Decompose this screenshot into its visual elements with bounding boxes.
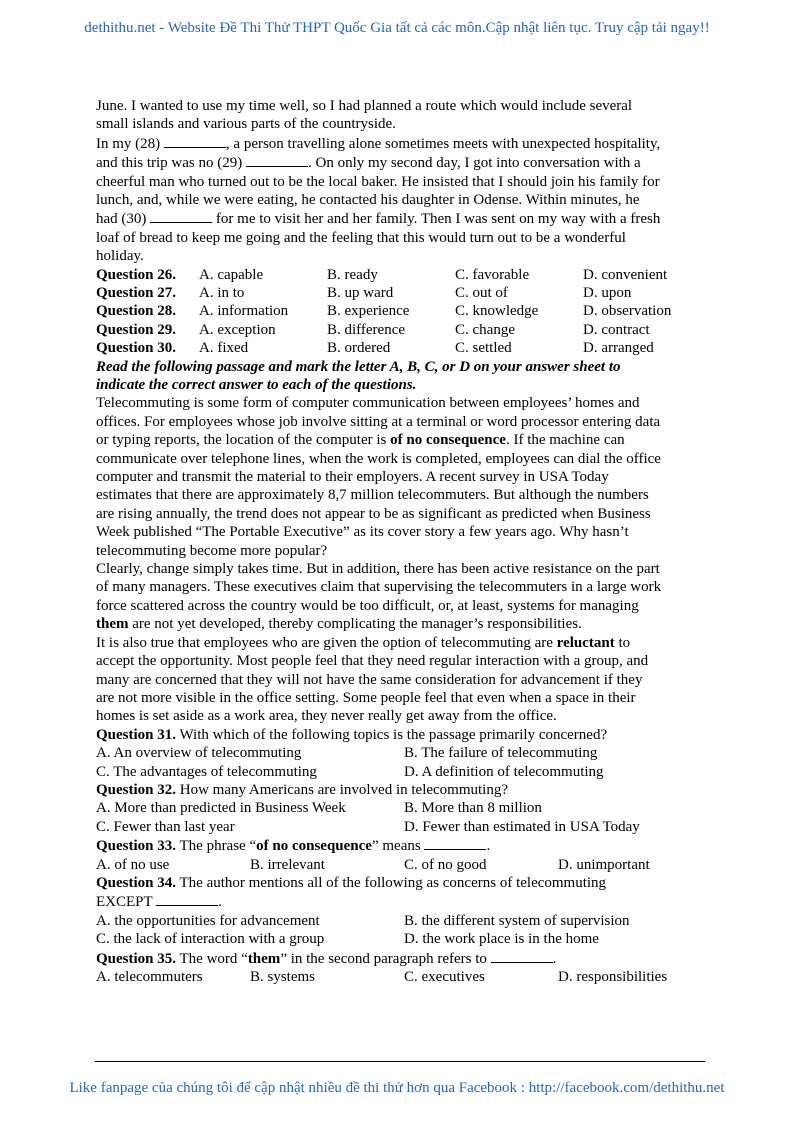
question-34: Question 34. The author mentions all of the following as concerns of telecommuting [96,874,607,891]
site-header-link[interactable]: dethithu.net - Website Đề Thi Thử THPT Quốc Gia tất cả các môn.Cập nhật liên tục. Truy cập tải ngay!! [84,20,710,36]
passage-line: In my (28) , a person travelling alone sometimes meets with unexpected hospitality, [96,135,661,152]
option-d: D. arranged [583,340,654,357]
option-c: C. the lack of interaction with a group [96,931,325,948]
options-row [96,763,702,781]
option-d: D. responsibilities [558,968,668,985]
blank-28 [164,134,226,148]
option-b: B. up ward [327,285,394,302]
passage-line: It is also true that employees who are given the option of telecommuting are reluctant to [96,634,631,651]
option-d: D. contract [583,321,650,338]
question-34-cont: EXCEPT . [96,894,222,911]
passage-line: homes is set aside as a work area, they never really get away from the office. [96,708,557,725]
question-35: Question 35. The word “them” in the second paragraph refers to . [96,950,557,967]
option-d: D. convenient [583,266,668,283]
option-a: A. fixed [199,340,249,357]
option-d: D. upon [583,285,632,302]
passage-line: and this trip was no (29) . On only my second day, I got into conversation with a [96,155,641,172]
question-label: Question 26. [96,266,177,283]
passage-line: are not more visible in the office setting. Some people feel that even when a space in their [96,689,636,706]
option-c: C. The advantages of telecommuting [96,763,317,780]
option-b: B. More than 8 million [404,800,542,817]
instruction-line: Read the following passage and mark the letter A, B, C, or D on your answer sheet to [96,358,621,375]
option-a: A. telecommuters [96,968,203,985]
footer-divider [95,1061,705,1062]
passage-line: them are not yet developed, thereby complicating the manager’s responsibilities. [96,616,582,633]
question-label: Question 35. [96,950,177,967]
passage-line: many are concerned that they will not have the same consideration for advancement if they [96,671,643,688]
passage-line: offices. For employees whose job involve sitting at a terminal or word processor entering data [96,413,661,430]
blank-30 [150,209,212,223]
option-b: B. the different system of supervision [404,912,630,929]
question-label: Question 28. [96,303,177,320]
question-label: Question 30. [96,340,177,357]
answer-blank [491,949,553,963]
passage-line: cheerful man who turned out to be the local baker. He insisted that I should join his family for [96,173,660,190]
option-c: C. of no good [404,856,487,873]
option-b: B. ordered [327,340,391,357]
passage-line: June. I wanted to use my time well, so I had planned a route which would include several [96,98,633,114]
option-b: B. experience [327,303,410,320]
question-label: Question 29. [96,321,177,338]
passage-line: or typing reports, the location of the computer is of no consequence. If the machine can [96,432,625,449]
option-a: A. in to [199,285,245,302]
answer-blank [156,892,218,906]
question-30 [96,339,702,357]
option-a: A. capable [199,266,264,283]
option-c: C. favorable [455,266,530,283]
option-c: C. change [455,321,515,338]
option-d: D. Fewer than estimated in USA Today [404,818,640,835]
question-32: Question 32. How many Americans are involved in telecommuting? [96,781,509,798]
question-label: Question 31. [96,726,177,743]
option-d: D. unimportant [558,856,650,873]
document-body [96,97,702,986]
options-row [96,968,702,986]
options-row [96,930,702,948]
question-label: Question 34. [96,874,177,891]
highlighted-phrase: of no consequence [390,432,506,449]
question-27 [96,284,702,302]
option-a: A. exception [199,321,276,338]
options-row [96,799,702,817]
highlighted-word: reluctant [556,634,615,651]
question-29 [96,321,702,339]
option-c: C. out of [455,285,508,302]
question-33: Question 33. The phrase “of no consequence” means . [96,838,491,855]
options-row [96,912,702,930]
question-label: Question 33. [96,838,177,855]
passage-line: of many managers. These executives claim that supervising the telecommuters in a large work [96,579,662,596]
option-b: B. irrelevant [250,856,325,873]
question-label: Question 32. [96,781,177,798]
option-c: C. Fewer than last year [96,818,235,835]
passage-line: communicate over telephone lines, when the work is completed, employees can dial the office [96,450,661,467]
passage-line: Week published “The Portable Executive” as its cover story a few years ago. Why hasn’t [96,524,629,541]
options-row [96,856,702,874]
passage-line: force scattered across the country would be too difficult, or, at least, systems for managing [96,597,639,614]
option-d: D. the work place is in the home [404,931,599,948]
question-label: Question 27. [96,285,177,302]
passage-line: telecommuting become more popular? [96,542,328,559]
passage-line: loaf of bread to keep me going and the feeling that this would turn out to be a wonderful [96,229,626,246]
instruction-line: indicate the correct answer to each of the questions. [96,377,417,394]
question-28 [96,302,702,320]
option-a: A. information [199,303,289,320]
option-c: C. settled [455,340,512,357]
option-c: C. executives [404,968,485,985]
option-d: D. observation [583,303,672,320]
passage-line: Telecommuting is some form of computer communication between employees’ homes and [96,395,640,412]
passage-line: are rising annually, the trend does not appear to be as significant as predicted when Business [96,505,651,522]
answer-blank [424,836,486,850]
option-b: B. difference [327,321,406,338]
passage-line: holiday. [96,248,144,265]
passage-line: small islands and various parts of the countryside. [96,116,396,133]
option-b: B. systems [250,968,316,985]
option-a: A. An overview of telecommuting [96,745,302,762]
blank-29 [246,153,308,167]
option-d: D. A definition of telecommuting [404,763,604,780]
footer-facebook-link[interactable]: Like fanpage của chúng tôi để cập nhật nhiều đề thi thử hơn qua Facebook : http://facebook.com/dethithu.net [69,1080,725,1096]
option-b: B. ready [327,266,378,283]
options-row [96,744,702,762]
option-c: C. knowledge [455,303,539,320]
option-a: A. More than predicted in Business Week [96,800,346,817]
options-row [96,818,702,836]
passage-line: Clearly, change simply takes time. But in addition, there has been active resistance on the part [96,561,660,578]
highlighted-word: them [96,616,129,633]
question-31: Question 31. With which of the following topics is the passage primarily concerned? [96,726,608,743]
option-a: A. the opportunities for advancement [96,912,320,929]
question-26 [96,266,702,284]
passage-line: had (30) for me to visit her and her family. Then I was sent on my way with a fresh [96,211,661,228]
passage-line: lunch, and, while we were eating, he contacted his daughter in Odense. Within minutes, he [96,192,640,209]
option-b: B. The failure of telecommuting [404,745,598,762]
passage-line: accept the opportunity. Most people feel that they need regular interaction with a group, and [96,653,649,670]
passage-line: computer and transmit the material to their employers. A recent survey in USA Today [96,469,609,486]
option-a: A. of no use [96,856,170,873]
passage-line: estimates that there are approximately 8,7 million telecommuters. But although the numbers [96,487,649,504]
